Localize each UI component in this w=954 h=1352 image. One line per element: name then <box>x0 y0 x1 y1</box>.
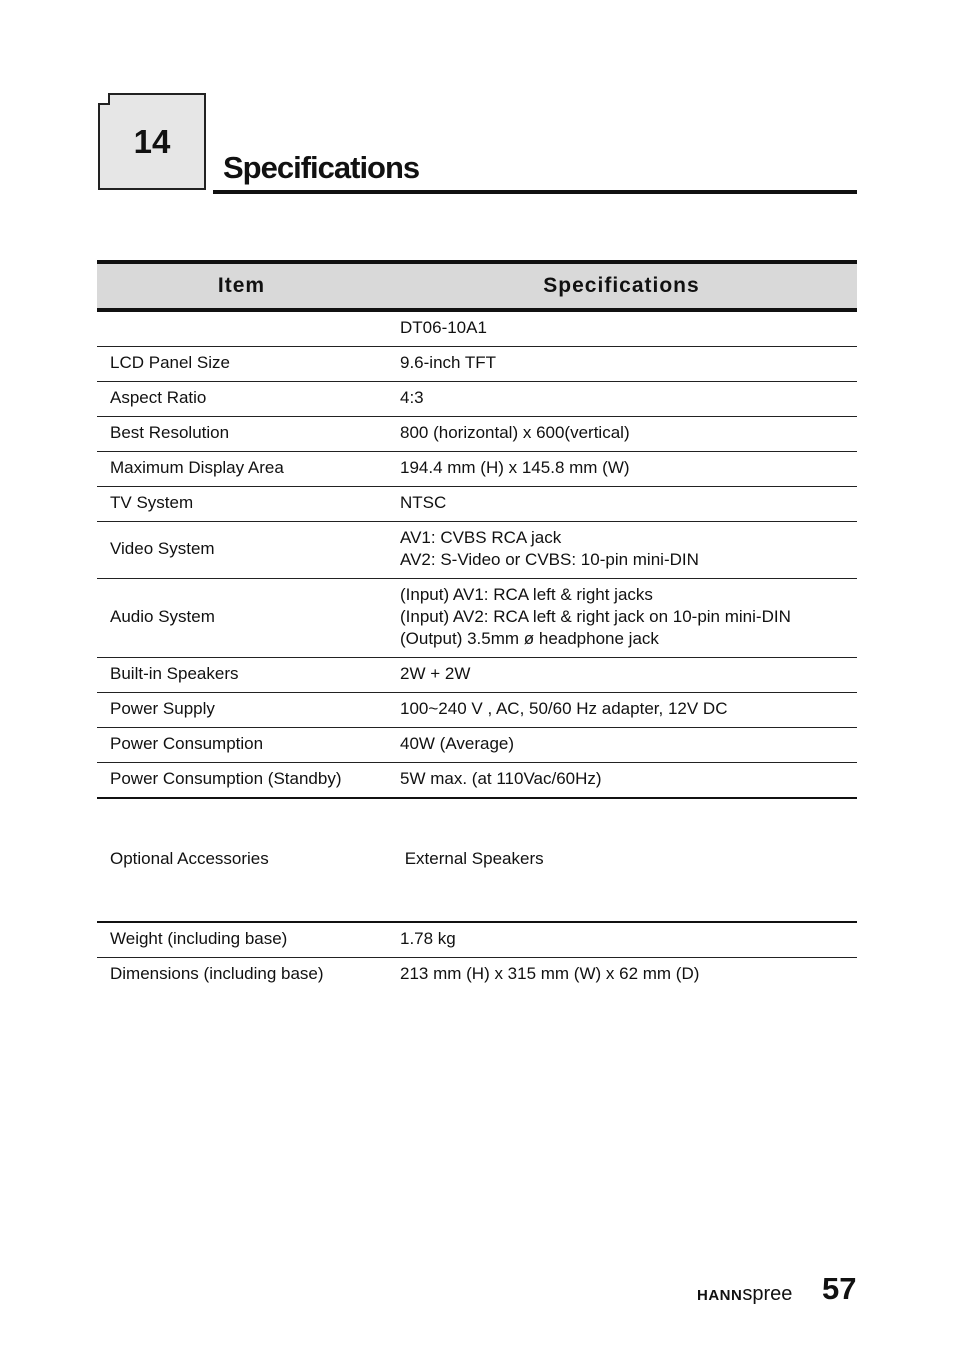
spec-cell <box>386 452 857 487</box>
table-row <box>97 487 857 522</box>
spec-line: 5W max. (at 110Vac/60Hz) <box>400 769 602 788</box>
spec-line: AV2: S-Video or CVBS: 10-pin mini-DIN <box>400 550 699 569</box>
page-number: 57 <box>822 1271 857 1306</box>
spec-cell <box>386 417 857 452</box>
spec-cell <box>386 798 857 922</box>
item-cell: Power Consumption <box>97 728 386 763</box>
spec-cell <box>386 958 857 993</box>
spec-cell <box>386 658 857 693</box>
spec-cell <box>386 310 857 347</box>
table-row <box>97 798 857 922</box>
spec-line: 40W (Average) <box>400 734 515 753</box>
spec-line: 100~240 V , AC, 50/60 Hz adapter, 12V DC <box>400 699 728 718</box>
brand-logo <box>697 1283 792 1306</box>
item-cell: Power Supply <box>97 693 386 728</box>
item-cell <box>97 310 386 347</box>
spec-cell <box>386 693 857 728</box>
item-cell: Maximum Display Area <box>97 452 386 487</box>
item-cell: Dimensions (including base) <box>110 964 324 983</box>
spec-cell <box>386 922 857 958</box>
item-cell: Best Resolution <box>97 417 386 452</box>
spec-cell <box>386 763 857 799</box>
spec-line: 4:3 <box>400 388 424 407</box>
item-cell: Optional Accessories <box>97 798 386 922</box>
spec-cell <box>386 487 857 522</box>
spec-line: 800 (horizontal) x 600(vertical) <box>400 423 630 442</box>
spec-line: (Input) AV1: RCA left & right jacks <box>400 585 653 604</box>
item-cell: Audio System <box>97 579 386 658</box>
table-row <box>97 958 857 993</box>
table-row <box>97 579 857 658</box>
table-row <box>97 310 857 347</box>
item-cell: Aspect Ratio <box>97 382 386 417</box>
brand-logo-bold: HANN <box>697 1287 743 1304</box>
item-cell: Weight (including base) <box>97 922 386 958</box>
table-row <box>97 417 857 452</box>
spec-line: DT06-10A1 <box>400 318 487 337</box>
item-cell: LCD Panel Size <box>97 347 386 382</box>
spec-line: 213 mm (H) x 315 mm (W) x 62 mm (D) <box>400 964 700 983</box>
chapter-badge-notch <box>98 93 110 105</box>
spec-cell <box>386 579 857 658</box>
table-row <box>97 693 857 728</box>
item-cell: TV System <box>97 487 386 522</box>
item-cell: Built-in Speakers <box>97 658 386 693</box>
chapter-number: 14 <box>133 123 171 160</box>
table-header-row <box>97 262 857 310</box>
spec-cell <box>386 522 857 579</box>
spec-line: (Output) 3.5mm ø headphone jack <box>400 629 659 648</box>
specifications-table <box>97 260 857 992</box>
table-row <box>97 347 857 382</box>
spec-line: (Input) AV2: RCA left & right jack on 10-pin mini-DIN <box>400 607 791 626</box>
brand-logo-light: spree <box>742 1283 793 1305</box>
item-cell: Video System <box>97 522 386 579</box>
spec-line: 1.78 kg <box>400 929 456 948</box>
page-title: Specifications <box>223 150 420 185</box>
table-row <box>97 658 857 693</box>
title-underline <box>213 190 857 194</box>
spec-cell <box>386 728 857 763</box>
spec-line: NTSC <box>400 493 447 512</box>
header-item: Item <box>97 262 386 310</box>
chapter-badge <box>98 93 206 190</box>
table-row <box>97 763 857 799</box>
table-row <box>97 728 857 763</box>
table-row <box>97 522 857 579</box>
spec-cell <box>386 382 857 417</box>
spec-line: AV1: CVBS RCA jack <box>400 528 562 547</box>
spec-line: 9.6-inch TFT <box>400 353 497 372</box>
header-specifications: Specifications <box>386 262 857 310</box>
table-row <box>97 382 857 417</box>
table-row <box>97 922 857 958</box>
table-row <box>97 452 857 487</box>
spec-line: 194.4 mm (H) x 145.8 mm (W) <box>400 458 630 477</box>
spec-line: External Speakers <box>400 849 544 868</box>
item-cell: Power Consumption (Standby) <box>97 763 386 799</box>
spec-line: 2W + 2W <box>400 664 471 683</box>
spec-cell <box>386 347 857 382</box>
